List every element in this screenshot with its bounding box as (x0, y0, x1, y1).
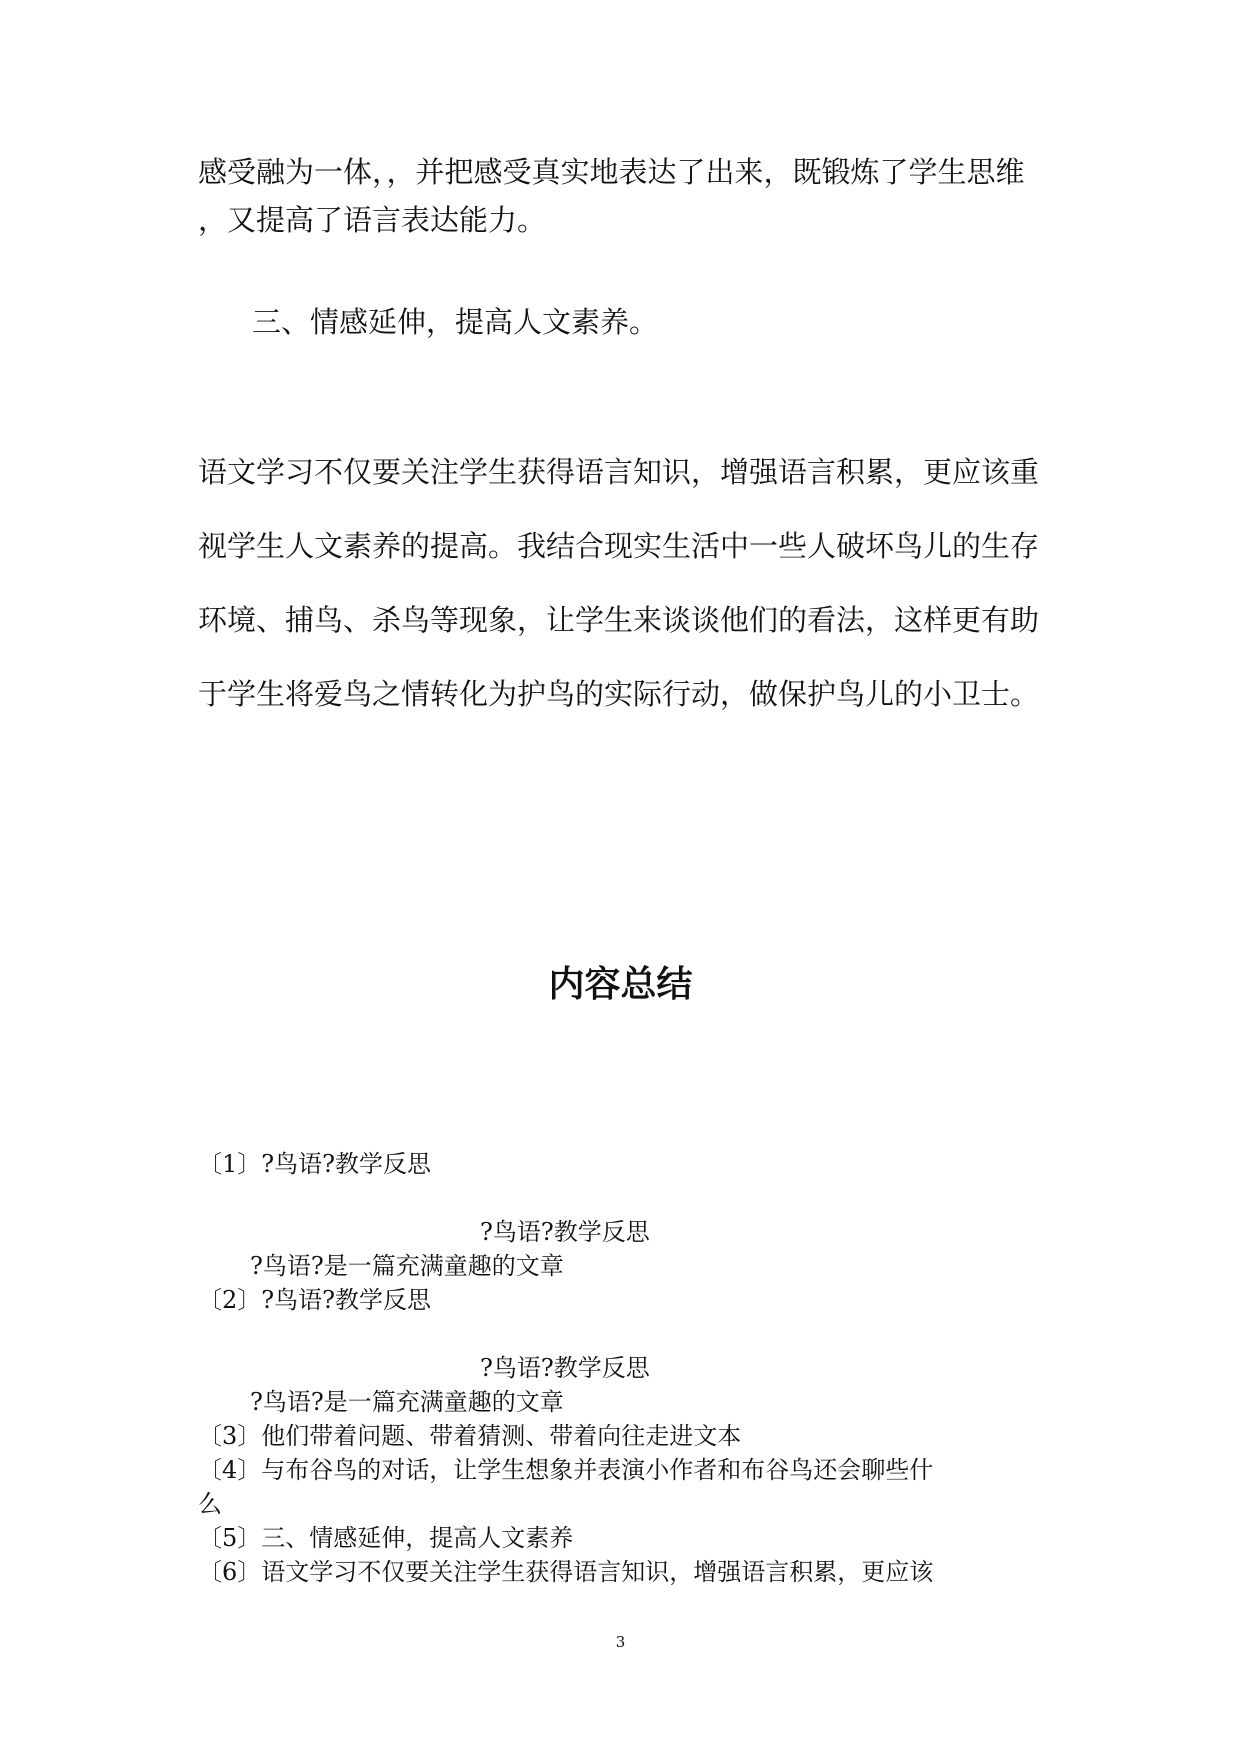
summary-item-4-line-2: 么 (198, 1490, 222, 1518)
paragraph-line-3: 环境、捕鸟、杀鸟等现象，让学生来谈谈他们的看法，这样更有助 (198, 603, 1040, 637)
summary-item-1: 〔1〕?鸟语?教学反思 (198, 1150, 432, 1178)
summary-item-4-line-1: 〔4〕与布谷鸟的对话，让学生想象并表演小作者和布谷鸟还会聊些什 (198, 1456, 934, 1484)
continuation-line-1: 感受融为一体，，并把感受真实地表达了出来，既锻炼了学生思维 (198, 155, 1025, 189)
section-heading: 三、情感延伸，提高人文素养。 (252, 305, 659, 339)
summary-item-3: 〔3〕他们带着问题、带着猜测、带着向往走进文本 (198, 1422, 742, 1450)
summary-item-1-text: ?鸟语?是一篇充满童趣的文章 (250, 1252, 564, 1280)
paragraph-line-2: 视学生人文素养的提高。我结合现实生活中一些人破坏鸟儿的生存 (198, 529, 1040, 563)
paragraph-line-1: 语文学习不仅要关注学生获得语言知识，增强语言积累，更应该重 (198, 455, 1040, 489)
page-number: 3 (615, 1633, 626, 1651)
summary-item-2-text: ?鸟语?是一篇充满童趣的文章 (250, 1388, 564, 1416)
summary-item-6: 〔6〕语文学习不仅要关注学生获得语言知识，增强语言积累，更应该 (198, 1558, 934, 1586)
summary-item-1-subtitle: ?鸟语?教学反思 (480, 1218, 650, 1246)
summary-item-5: 〔5〕三、情感延伸，提高人文素养 (198, 1524, 574, 1552)
summary-item-2: 〔2〕?鸟语?教学反思 (198, 1286, 432, 1314)
paragraph-line-4: 于学生将爱鸟之情转化为护鸟的实际行动，做保护鸟儿的小卫士。 (198, 677, 1040, 711)
continuation-line-2: ，又提高了语言表达能力。 (198, 203, 547, 237)
summary-title: 内容总结 (548, 964, 693, 1005)
summary-item-2-subtitle: ?鸟语?教学反思 (480, 1354, 650, 1382)
